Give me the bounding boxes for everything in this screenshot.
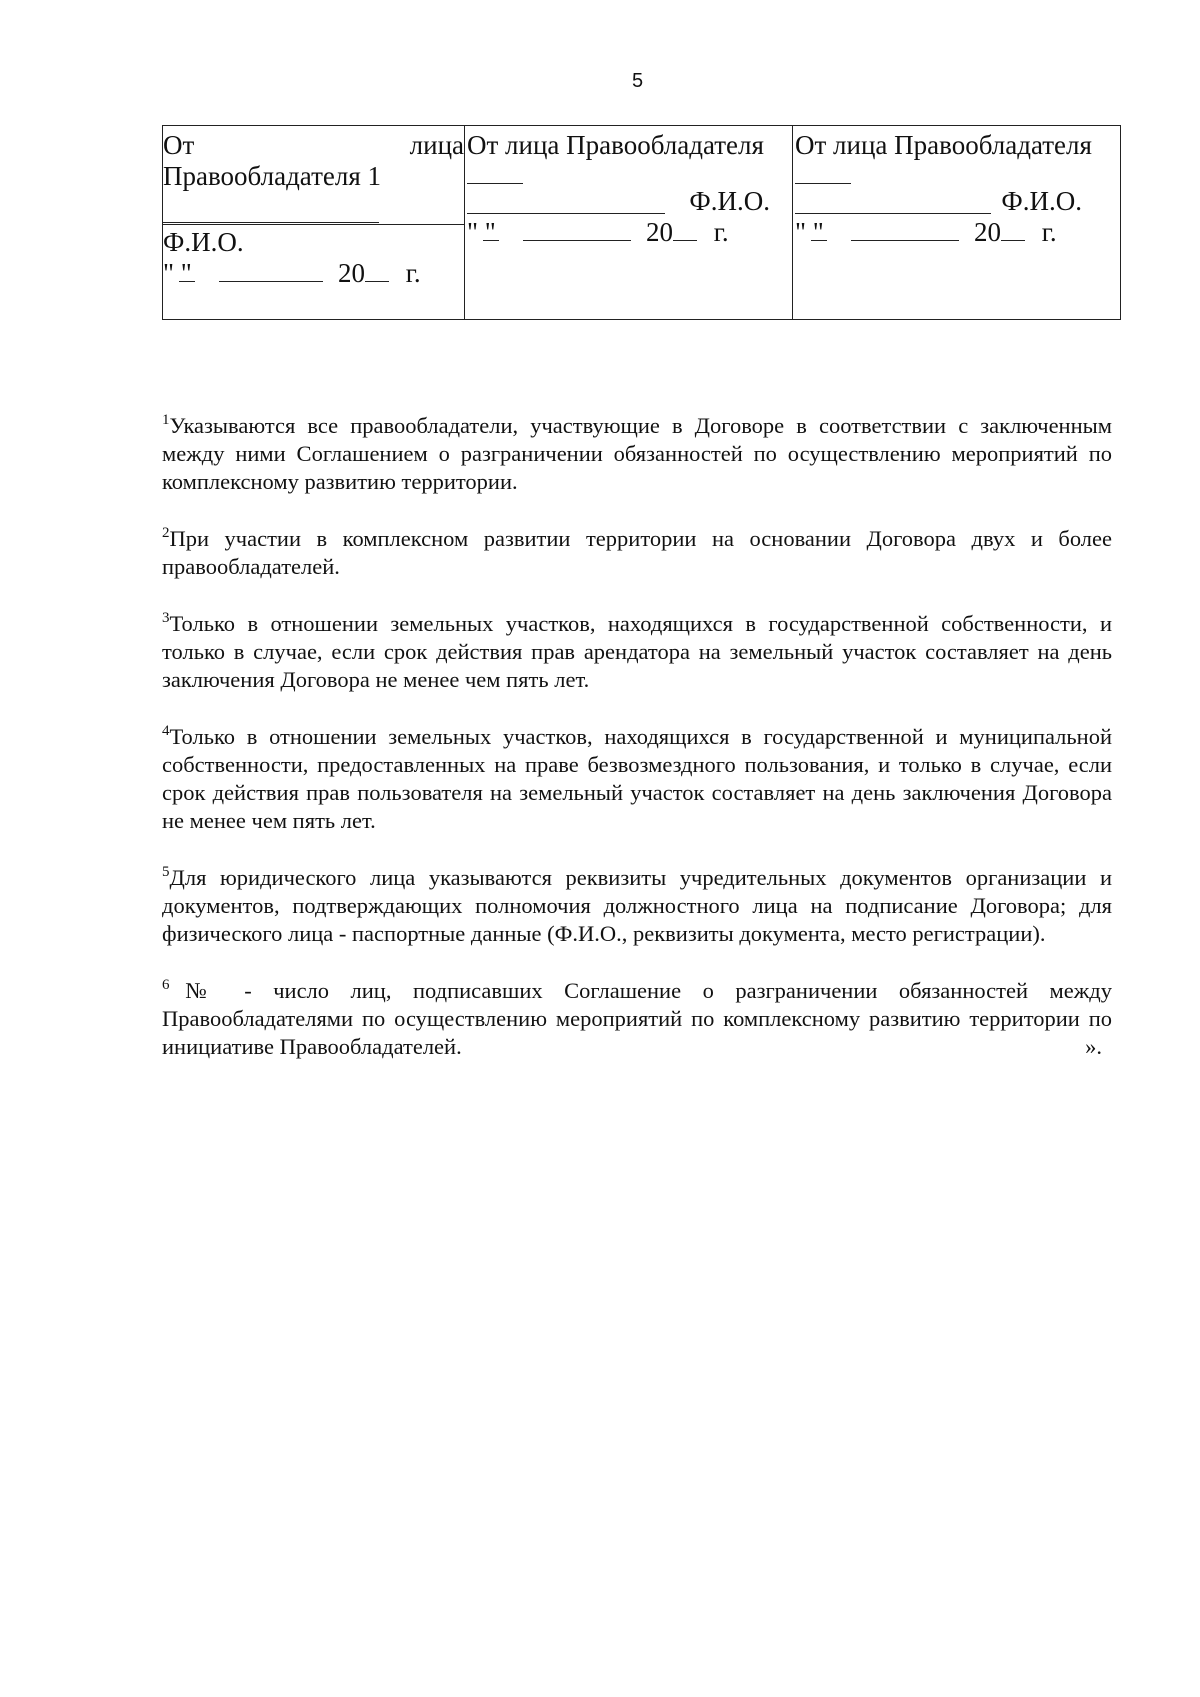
cell1-date-quote: " "	[163, 258, 192, 288]
footnote-3-text: Только в отношении земельных участков, находящихся в государственной собственности, и только в случае, если срок действия прав арендатора на земельный участок составляет на день заключения Договора не менее чем пять лет.	[162, 611, 1112, 692]
cell2-signature-line	[467, 213, 665, 214]
footnote-3-mark: 3	[162, 610, 170, 626]
cell3-year: 20	[974, 217, 1002, 247]
cell3-year-blank	[1001, 216, 1025, 241]
footnote-3	[162, 610, 1112, 694]
footnote-2-mark: 2	[162, 525, 170, 541]
cell1-year: 20	[338, 258, 366, 288]
cell1-from-label: От	[163, 130, 195, 160]
footnote-1-text: Указываются все правообладатели, участвующие в Договоре в соответствии с заключенным между ними Соглашением о разграничении обязанностей по осуществлению мероприятий по комплексному развитию территории.	[162, 413, 1112, 494]
cell2-fio: Ф.И.О.	[689, 186, 770, 216]
cell2-date	[465, 216, 792, 248]
cell3-day-blank	[811, 216, 827, 241]
cell1-fio: Ф.И.О.	[163, 227, 244, 257]
cell3-year-suffix: г.	[1041, 217, 1057, 247]
footnote-1	[162, 412, 1112, 496]
page-number: 5	[631, 70, 644, 92]
footnote-4-text: Только в отношении земельных участков, находящихся в государственной и муниципальной собственности, предоставленных на праве безвозмездного пользования, и только в случае, если срок действия прав пользователя на земельный участок составляет на день заключения Договора не менее чем пять лет.	[162, 724, 1112, 833]
cell2-year-blank	[673, 216, 697, 241]
cell3-name-line	[795, 183, 851, 184]
cell1-year-blank	[365, 257, 389, 282]
cell3-date	[793, 216, 1120, 248]
cell3-signature-line	[795, 213, 991, 214]
cell1-holder-label: Правообладателя 1	[163, 161, 382, 191]
cell2-year-suffix: г.	[713, 217, 729, 247]
signature-cell-3	[793, 126, 1121, 320]
footnote-4-mark: 4	[162, 723, 170, 739]
footnote-1-mark: 1	[162, 412, 170, 428]
signature-table	[162, 125, 1121, 320]
cell1-year-suffix: г.	[405, 258, 421, 288]
footnote-5-text: Для юридического лица указываются реквизиты учредительных документов организации и документов, подтверждающих полномочия должностного лица на подписание Договора; для физического лица - паспортные данные (Ф.И.О., реквизиты документа, место регистрации).	[162, 865, 1112, 946]
cell3-month-blank	[851, 216, 959, 241]
cell2-day-blank	[483, 216, 499, 241]
footnote-6-mark: 6	[162, 977, 170, 993]
cell2-year: 20	[646, 217, 674, 247]
footnote-2-text: При участии в комплексном развитии территории на основании Договора двух и более правообладателей.	[162, 526, 1112, 579]
cell1-day-blank	[179, 257, 195, 282]
cell2-name-line	[467, 183, 523, 184]
closing-quote-mark: ».	[1085, 1034, 1102, 1059]
footnote-5	[162, 864, 1112, 948]
footnotes	[162, 412, 1112, 1061]
cell3-heading: От лица Правообладателя	[795, 130, 1092, 160]
footnote-6-text: № - число лиц, подписавших Соглашение о разграничении обязанностей между Правообладателями по осуществлению мероприятий по комплексному развитию территории по инициативе Правообладателей.	[162, 978, 1112, 1059]
footnote-5-mark: 5	[162, 864, 170, 880]
footnote-2	[162, 525, 1112, 581]
cell3-fio: Ф.И.О.	[1001, 186, 1082, 216]
cell1-row-divider	[163, 224, 464, 225]
cell2-heading: От лица Правообладателя	[467, 130, 764, 160]
cell1-signature-line	[163, 222, 379, 223]
signature-cell-2	[465, 126, 793, 320]
cell1-month-blank	[219, 257, 323, 282]
signature-cell-1	[163, 126, 465, 320]
cell1-date	[163, 257, 464, 289]
cell2-date-quote: " "	[467, 217, 496, 247]
footnote-4	[162, 723, 1112, 835]
cell2-month-blank	[523, 216, 631, 241]
cell1-person-label: лица	[409, 130, 464, 160]
cell3-date-quote: " "	[795, 217, 824, 247]
